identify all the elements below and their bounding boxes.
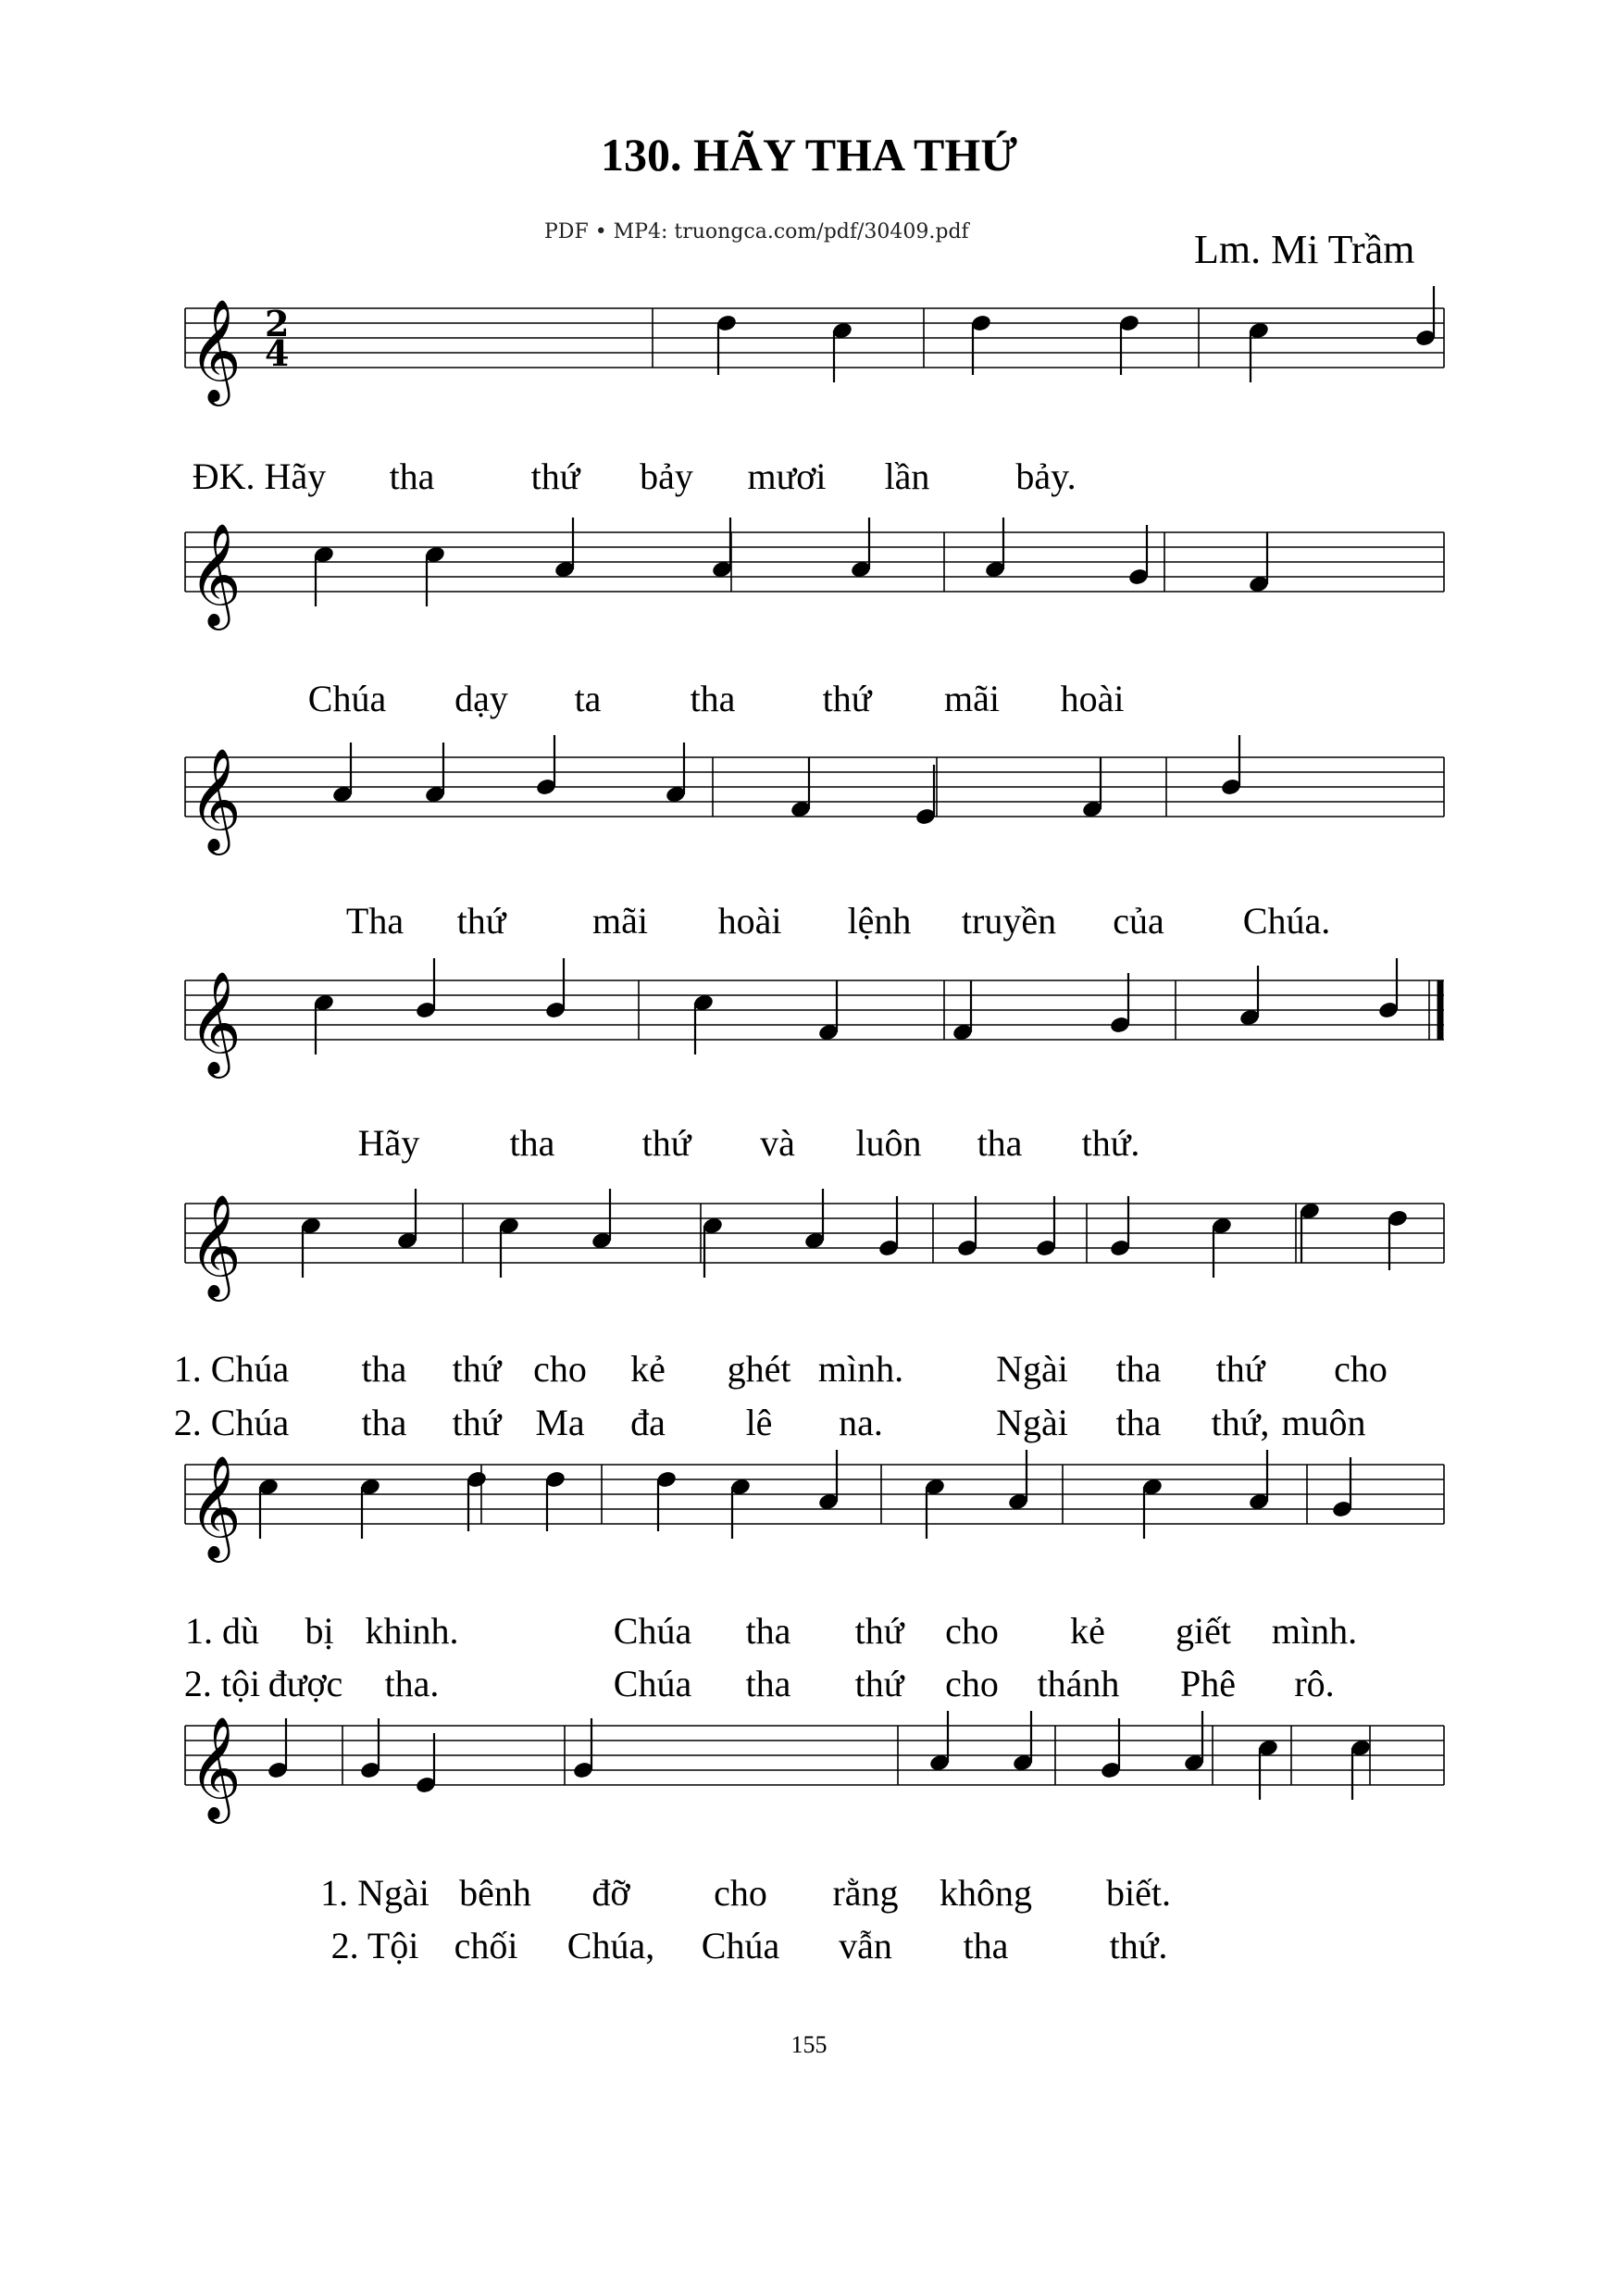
lyric-word: muôn (1281, 1402, 1366, 1443)
staff-system-4 (185, 958, 1444, 1164)
lyric-word: tha (745, 1610, 791, 1652)
lyric-word: 1. dù (185, 1610, 259, 1652)
lyric-word: không (940, 1872, 1032, 1914)
lyric-word: truyền (961, 900, 1057, 942)
lyric-word: cho (714, 1872, 767, 1914)
treble-clef-icon: 𝄞 (189, 747, 242, 851)
lyric-word: Chúa. (1242, 900, 1331, 942)
lyric-word: tha (690, 678, 736, 719)
lyric-word: dạy (454, 678, 508, 719)
lyric-word: cho (533, 1348, 587, 1390)
lyric-word: hoài (1060, 678, 1125, 719)
lyric-word: bị (305, 1610, 334, 1652)
lyric-word: mãi (592, 900, 648, 942)
treble-clef-icon: 𝄞 (189, 522, 242, 626)
lyric-word: tha (389, 455, 435, 497)
lyric-word: mươi (747, 455, 827, 497)
treble-clef-icon: 𝄞 (189, 298, 242, 402)
lyric-word: ta (574, 678, 602, 719)
lyric-word: thứ (456, 900, 506, 942)
lyric-word: thánh (1037, 1663, 1120, 1704)
lyric-word: cho (945, 1610, 999, 1652)
lyric-word: cho (945, 1663, 999, 1704)
lyric-word: cho (1334, 1348, 1388, 1390)
treble-clef-icon: 𝄞 (189, 970, 242, 1074)
time-signature-bottom: 4 (265, 332, 290, 374)
lyric-word: thứ (452, 1348, 502, 1390)
lyric-word: thứ (854, 1663, 904, 1704)
lyric-word: kẻ (630, 1348, 666, 1390)
lyric-word: tha (1115, 1402, 1162, 1443)
lyric-word: của (1113, 900, 1164, 942)
lyric-word: đỡ (591, 1872, 630, 1914)
lyric-word: lê (745, 1402, 773, 1443)
treble-clef-icon: 𝄞 (189, 1716, 242, 1819)
lyric-word: tha (509, 1122, 555, 1164)
lyric-word: giết (1176, 1610, 1231, 1652)
lyric-word: na. (839, 1402, 883, 1443)
lyric-word: Chúa (701, 1925, 780, 1966)
lyric-word: thứ (530, 455, 580, 497)
lyric-word: và (760, 1122, 795, 1164)
staff-system-6 (184, 1450, 1444, 1704)
lyric-word: Ma (535, 1402, 585, 1443)
lyric-word: tha (745, 1663, 791, 1704)
lyric-word: ĐK. Hãy (192, 455, 327, 497)
lyric-word: bảy (640, 455, 693, 497)
lyric-word: Phê (1180, 1663, 1236, 1704)
lyric-word: Chúa (307, 678, 387, 719)
lyric-word: Hãy (357, 1122, 420, 1164)
lyric-word: thứ (822, 678, 872, 719)
lyric-word: bảy. (1015, 455, 1077, 497)
lyric-word: Chúa (613, 1663, 692, 1704)
lyric-word: mình. (1271, 1610, 1358, 1652)
lyric-word: Chúa, (566, 1925, 655, 1966)
lyric-word: thứ, (1211, 1402, 1270, 1443)
treble-clef-icon: 𝄞 (189, 1193, 242, 1297)
lyric-word: lệnh (847, 900, 912, 942)
lyric-word: biết. (1106, 1872, 1171, 1914)
lyric-word: luôn (855, 1122, 922, 1164)
lyric-word: thứ. (1109, 1925, 1168, 1966)
lyric-word: rằng (832, 1872, 899, 1914)
lyric-word: thứ (452, 1402, 502, 1443)
staff-system-2 (185, 518, 1444, 719)
lyric-word: thứ (854, 1610, 904, 1652)
lyric-word: tha. (384, 1663, 440, 1704)
lyric-word: kẻ (1070, 1610, 1105, 1652)
lyric-word: Ngài (996, 1348, 1068, 1390)
staff-system-1 (185, 286, 1444, 497)
composer: Lm. Mi Trầm (1194, 227, 1415, 272)
lyric-word: thứ. (1081, 1122, 1140, 1164)
time-signature-top: 2 (265, 303, 290, 344)
lyric-word: thứ (1215, 1348, 1265, 1390)
lyric-word: 2. Tội (330, 1925, 419, 1966)
lyric-word: Tha (345, 900, 404, 942)
lyric-word: khinh. (365, 1610, 459, 1652)
lyric-word: mãi (944, 678, 1000, 719)
lyric-word: đa (630, 1402, 666, 1443)
lyric-word: Ngài (996, 1402, 1068, 1443)
page-number: 155 (790, 2031, 828, 2058)
staff-system-5 (174, 1189, 1444, 1443)
lyric-word: thứ (641, 1122, 691, 1164)
lyric-word: chối (454, 1925, 518, 1966)
staff-system-3 (185, 735, 1444, 942)
lyric-word: Chúa (613, 1610, 692, 1652)
lyric-word: tha (361, 1348, 407, 1390)
lyric-word: tha (963, 1925, 1009, 1966)
source-link[interactable]: PDF • MP4: truongca.com/pdf/30409.pdf (544, 220, 969, 243)
lyric-word: được (268, 1663, 343, 1704)
lyric-word: 2. Chúa (173, 1402, 290, 1443)
lyric-word: 1. Chúa (173, 1348, 290, 1390)
lyric-word: tha (361, 1402, 407, 1443)
lyric-word: tha (1115, 1348, 1162, 1390)
lyric-word: rô. (1294, 1663, 1335, 1704)
staff-system-7 (185, 1711, 1444, 1966)
lyric-word: bênh (459, 1872, 531, 1914)
treble-clef-icon: 𝄞 (189, 1454, 242, 1558)
lyric-word: 1. Ngài (320, 1872, 429, 1914)
lyric-word: hoài (717, 900, 782, 942)
lyric-word: mình. (817, 1348, 904, 1390)
song-title: 130. HÃY THA THỨ (600, 129, 1018, 181)
lyric-word: tha (977, 1122, 1023, 1164)
lyric-word: vẫn (839, 1925, 892, 1966)
lyric-word: lần (884, 455, 930, 497)
lyric-word: ghét (727, 1348, 791, 1390)
lyric-word: 2. tội (183, 1663, 261, 1704)
